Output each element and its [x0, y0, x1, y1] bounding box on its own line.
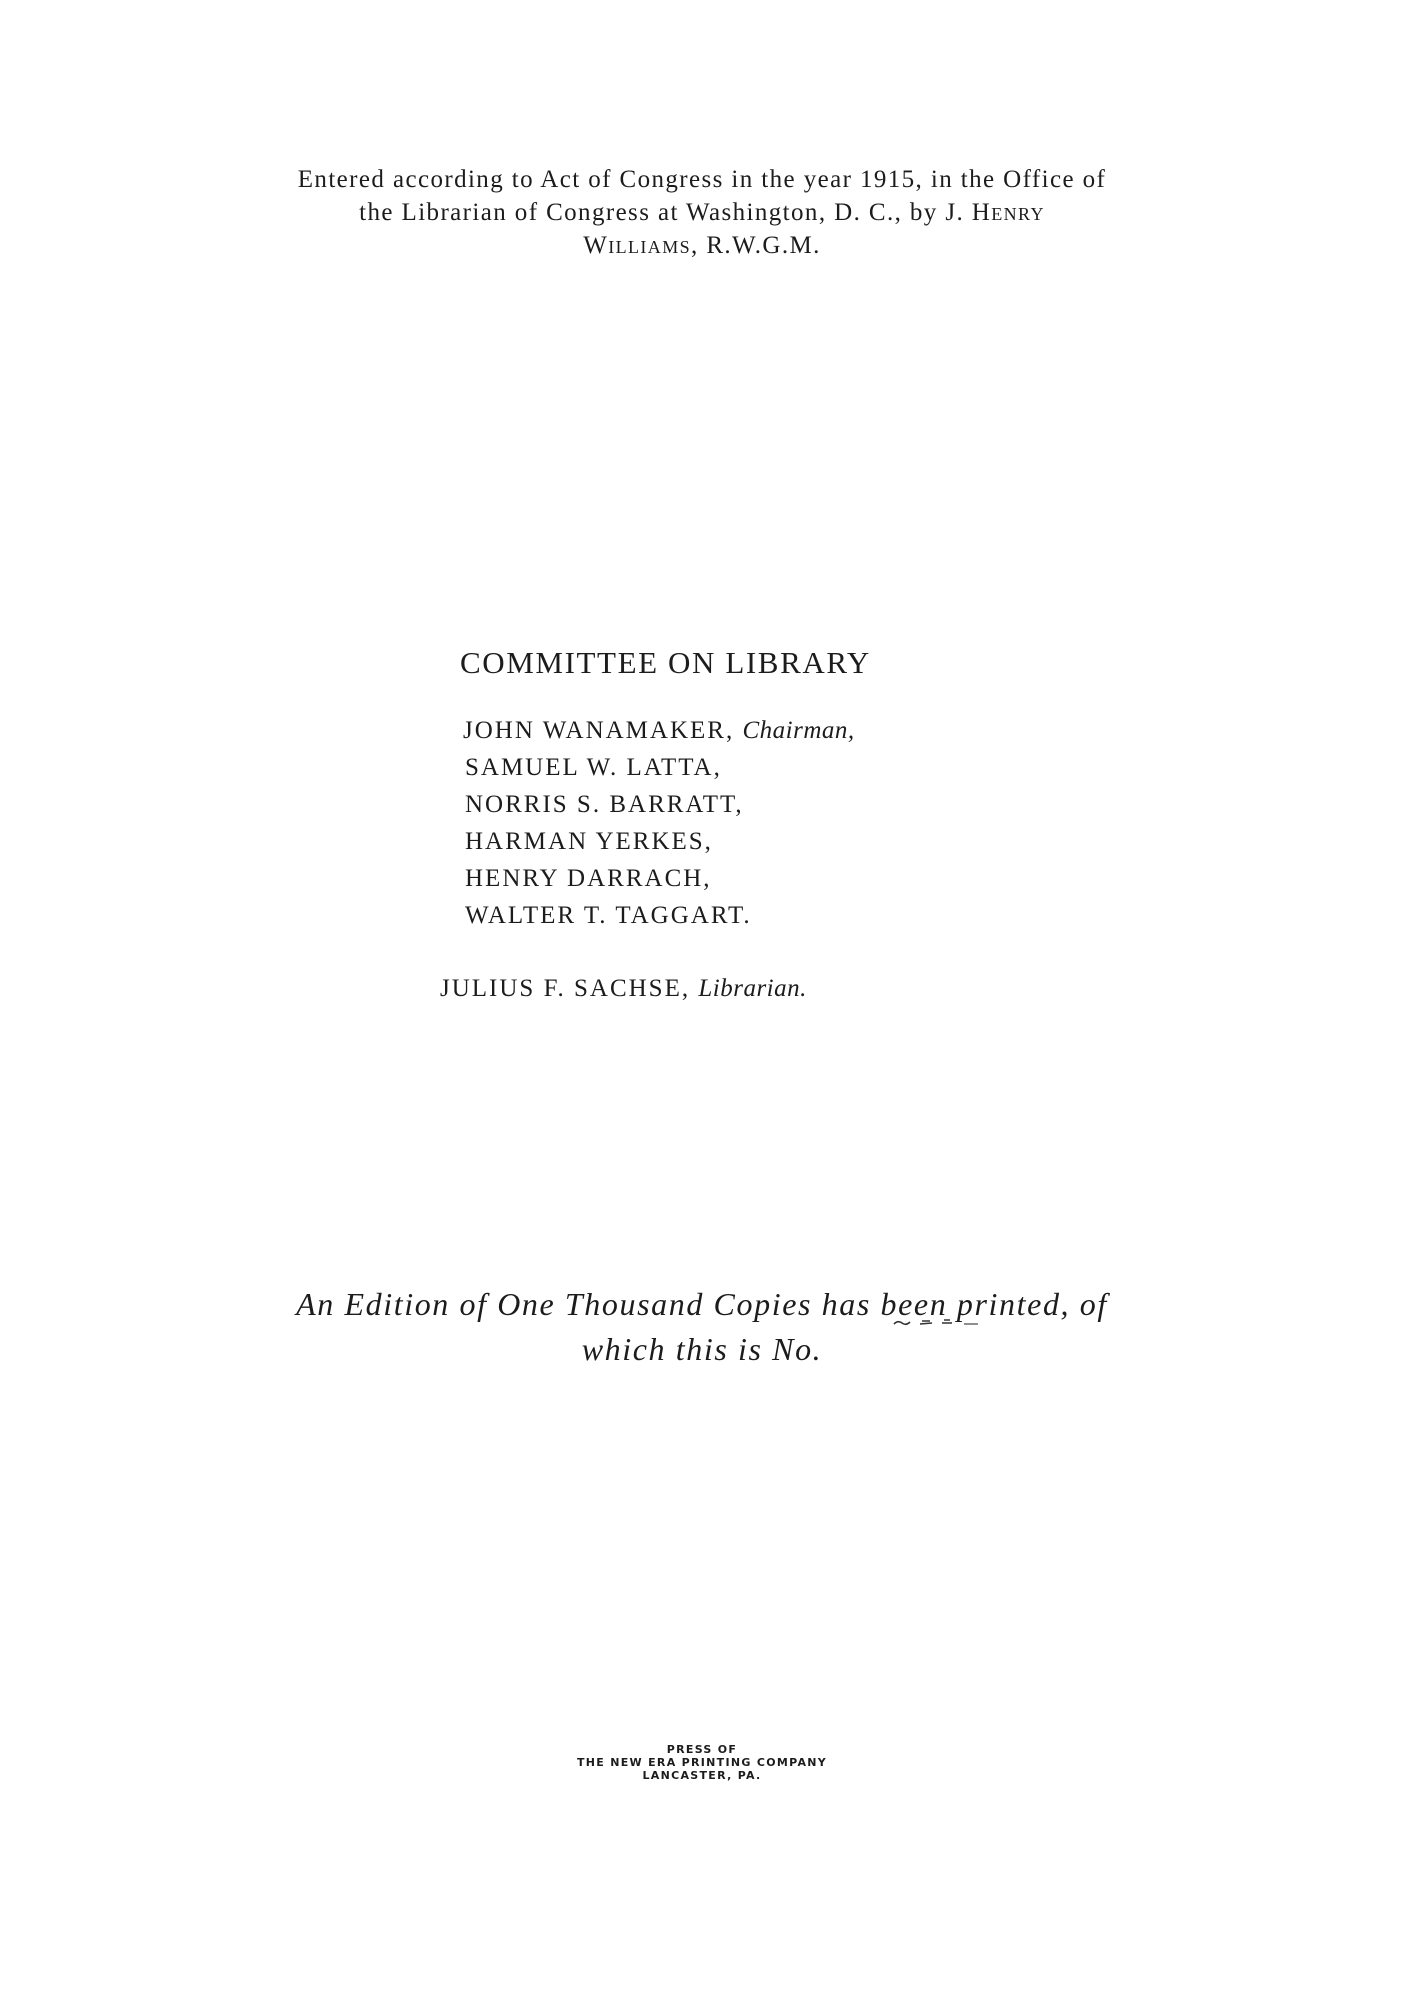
handwritten-number-mark	[892, 1318, 992, 1328]
edition-line-1: An Edition of One Thousand Copies has been printed, of	[296, 1286, 1108, 1322]
committee-member-list	[463, 712, 855, 934]
committee-member	[463, 897, 855, 934]
copyright-line-1: Entered according to Act of Congress in the year 1915, in the Office of	[297, 166, 1107, 193]
committee-member	[463, 749, 855, 786]
copyright-line-2-text: the Librarian of Congress at Washington, D. C., by J.	[359, 199, 972, 226]
edition-line-2: which this is No.	[581, 1331, 823, 1367]
committee-member	[463, 786, 855, 823]
imprint-line-3: LANCASTER, PA.	[642, 1769, 762, 1782]
committee-title: COMMITTEE ON LIBRARY	[460, 645, 871, 680]
printer-imprint	[452, 1743, 952, 1782]
author-title: , R.W.G.M.	[691, 232, 821, 259]
committee-member	[463, 860, 855, 897]
member-name: NORRIS S. BARRATT,	[465, 791, 744, 818]
edition-statement	[200, 1282, 1204, 1372]
imprint-line-1: PRESS OF	[666, 1743, 738, 1756]
imprint-line-2: THE NEW ERA PRINTING COMPANY	[576, 1756, 828, 1769]
member-name: WALTER T. TAGGART.	[465, 902, 752, 929]
member-name: SAMUEL W. LATTA,	[465, 754, 722, 781]
member-role: Chairman,	[742, 717, 855, 744]
author-last-name: Williams	[583, 232, 692, 259]
copyright-notice	[200, 163, 1204, 262]
copyright-line-3	[200, 229, 1204, 262]
librarian-name: JULIUS F. SACHSE,	[440, 975, 699, 1002]
copyright-line-2	[200, 196, 1204, 229]
committee-member	[463, 712, 855, 749]
member-name: HENRY DARRACH,	[465, 865, 712, 892]
librarian-role: Librarian.	[698, 975, 807, 1002]
member-name: JOHN WANAMAKER,	[463, 717, 743, 744]
librarian-line	[440, 975, 807, 1003]
committee-member	[463, 823, 855, 860]
member-name: HARMAN YERKES,	[465, 828, 713, 855]
author-first-name: Henry	[971, 199, 1045, 226]
